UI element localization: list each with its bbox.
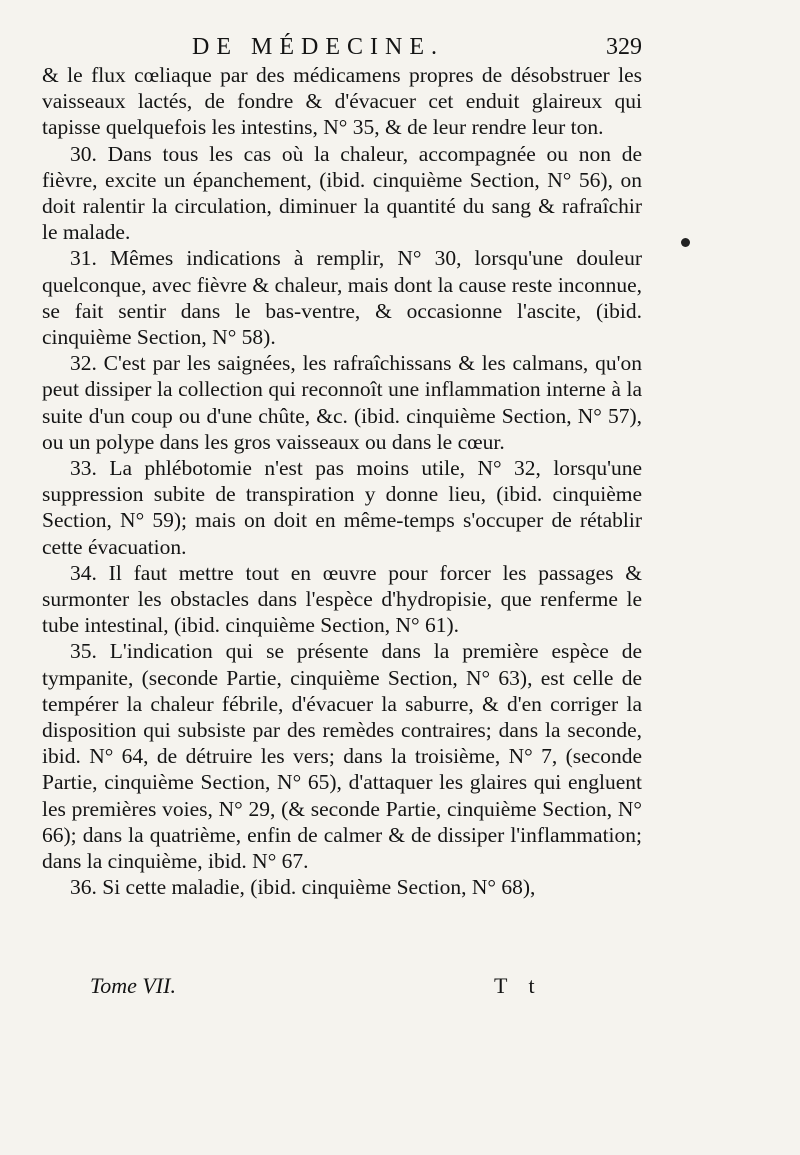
page-header (42, 34, 642, 64)
volume-label: Tome VII. (90, 973, 176, 998)
paragraph: 33. La phlébotomie n'est pas moins utile, N° 32, lorsqu'une suppression subite de transpiration y donne lieu, (ibid. cinquième Section, N° 59); mais on doit en même-temps s'occuper de rétablir cette évacuation. (42, 456, 642, 559)
paragraph: 30. Dans tous les cas où la chaleur, accompagnée ou non de fièvre, excite un épanchement, (ibid. cinquième Section, N° 56), on doit ralentir la circulation, diminuer la quantité du sang & rafraîchir le malade. (42, 141, 642, 245)
paragraph: 36. Si cette maladie, (ibid. cinquième Section, N° 68), (70, 875, 536, 900)
paragraph: 35. L'indication qui se présente dans la première espèce de tympanite, (seconde Partie, cinquième Section, N° 63), est celle de tempérer la chaleur fébrile, d'évacuer la saburre, & d'en corriger la disposition qui subsiste par des remèdes contraires; dans la seconde, ibid. N° 64, de détruire les vers; dans la troisième, N° 7, (seconde Partie, cinquième Section, N° 65), d'attaquer les glaires qui engluent les premières voies, N° 29, (& seconde Partie, cinquième Section, N° 66); dans la quatrième, enfin de calmer & de dissiper l'inflammation; dans la cinquième, ibid. N° 67. (42, 639, 642, 874)
page-number: 329 (606, 34, 642, 60)
ink-spot (681, 238, 690, 247)
running-title: DE MÉDECINE. (192, 34, 444, 60)
paragraph: & le flux cœliaque par des médicamens propres de désobstruer les vaisseaux lactés, de fondre & d'évacuer cet enduit glaireux qui tapisse quelquefois les intestins, N° 35, & de leur rendre leur ton. (42, 63, 642, 140)
body-text (42, 62, 642, 901)
paragraph: 31. Mêmes indications à remplir, N° 30, lorsqu'une douleur quelconque, avec fièvre & chaleur, mais dont la cause reste inconnue, se fait sentir dans le bas-ventre, & occasionne l'ascite, (ibid. cinquième Section, N° 58). (42, 246, 642, 350)
paragraph: 34. Il faut mettre tout en œuvre pour forcer les passages & surmonter les obstacles dans l'espèce d'hydropisie, que renferme le tube intestinal, (ibid. cinquième Section, N° 61). (42, 560, 642, 638)
paragraph: 32. C'est par les saignées, les rafraîchissans & les calmans, qu'on peut dissiper la collection qui reconnoît une inflammation interne à la suite d'un coup ou d'une chûte, &c. (ibid. cinquième Section, N° 57), ou un polype dans les gros vaisseaux ou dans le cœur. (42, 351, 642, 454)
signature-mark: T t (494, 973, 543, 998)
page-footer (42, 973, 642, 1003)
